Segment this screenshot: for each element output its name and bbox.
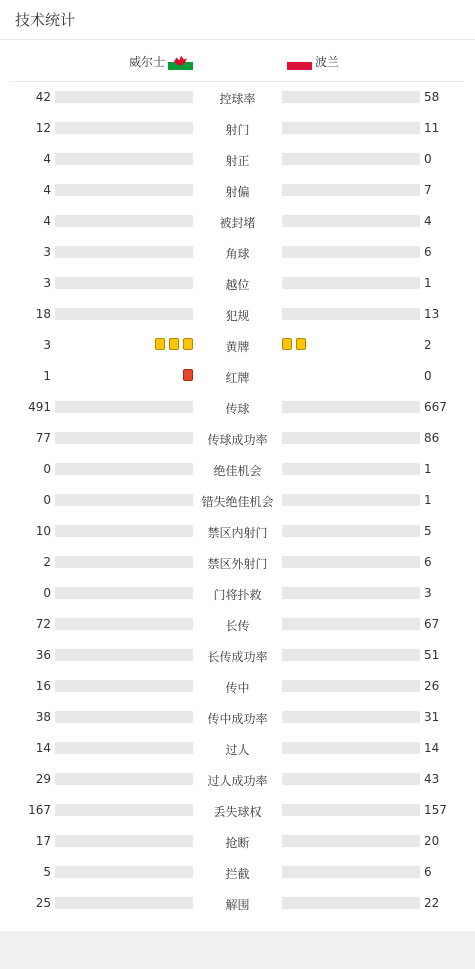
stat-row <box>0 237 475 268</box>
home-bar-track <box>55 680 193 692</box>
stat-row <box>0 423 475 454</box>
home-bar-track <box>55 711 193 723</box>
yellow-card-icon <box>155 338 165 350</box>
home-bar <box>138 773 193 785</box>
home-value: 491 <box>28 400 51 414</box>
home-bar-track <box>55 773 193 785</box>
stat-label: 拦截 <box>225 867 250 881</box>
stat-row <box>0 671 475 702</box>
away-value: 157 <box>424 803 447 817</box>
stat-row <box>0 578 475 609</box>
away-bar <box>282 866 358 878</box>
home-value: 38 <box>35 710 51 724</box>
home-bar <box>101 525 193 537</box>
home-value: 3 <box>43 245 51 259</box>
stat-label: 传中 <box>225 681 250 695</box>
stat-label: 门将扑救 <box>213 588 262 602</box>
away-value: 4 <box>424 214 432 228</box>
away-bar <box>282 804 348 816</box>
home-bar <box>141 680 193 692</box>
home-bar-track <box>55 587 193 599</box>
home-cards <box>155 338 193 350</box>
away-value: 3 <box>424 586 432 600</box>
away-bar-track <box>282 494 420 506</box>
home-team <box>129 53 193 70</box>
home-bar <box>143 184 193 196</box>
stat-row <box>0 547 475 578</box>
away-bar <box>282 618 348 630</box>
stat-row <box>0 888 475 919</box>
stat-row <box>0 640 475 671</box>
stat-label: 丢失球权 <box>213 805 262 819</box>
away-bar <box>282 773 365 785</box>
away-value: 31 <box>424 710 440 724</box>
home-bar-track <box>55 432 193 444</box>
stat-row <box>0 609 475 640</box>
away-bar <box>282 308 340 320</box>
home-bar <box>124 742 193 754</box>
home-value: 0 <box>43 586 51 600</box>
away-bar <box>282 184 370 196</box>
away-value: 6 <box>424 555 432 569</box>
stat-label: 角球 <box>225 247 250 261</box>
away-bar-track <box>282 432 420 444</box>
stat-label: 黄牌 <box>225 340 250 354</box>
yellow-card-icon <box>169 338 179 350</box>
stat-row <box>0 516 475 547</box>
away-value: 667 <box>424 400 447 414</box>
away-value: 14 <box>424 741 440 755</box>
home-value: 16 <box>35 679 51 693</box>
home-value: 10 <box>35 524 51 538</box>
stat-label: 抢断 <box>225 836 250 850</box>
home-bar-track <box>55 91 193 103</box>
stat-row <box>0 795 475 826</box>
home-value: 0 <box>43 493 51 507</box>
home-bar <box>131 866 193 878</box>
home-bar <box>124 215 193 227</box>
home-value: 1 <box>43 369 51 383</box>
home-team-name: 威尔士 <box>128 55 165 69</box>
home-value: 167 <box>28 803 51 817</box>
home-bar-track <box>55 742 193 754</box>
home-value: 36 <box>35 648 51 662</box>
away-bar <box>282 680 368 692</box>
away-bar <box>282 835 357 847</box>
stat-label: 错失绝佳机会 <box>201 495 274 509</box>
stats-list <box>0 82 475 919</box>
home-bar <box>120 897 193 909</box>
away-bar-track <box>282 246 420 258</box>
away-value: 26 <box>424 679 440 693</box>
home-bar-track <box>55 308 193 320</box>
home-bar-track <box>55 215 193 227</box>
home-bar <box>121 804 193 816</box>
stat-label: 过人 <box>225 743 250 757</box>
stat-row <box>0 857 475 888</box>
home-bar-track <box>55 866 193 878</box>
away-bar <box>282 742 351 754</box>
away-bar-track <box>282 680 420 692</box>
home-bar <box>130 835 193 847</box>
away-value: 0 <box>424 369 432 383</box>
stat-row <box>0 733 475 764</box>
home-bar-track <box>55 897 193 909</box>
away-value: 43 <box>424 772 440 786</box>
stat-label: 被封堵 <box>219 216 256 230</box>
away-bar-track <box>282 835 420 847</box>
stat-label: 红牌 <box>225 371 250 385</box>
stat-row <box>0 82 475 113</box>
away-bar-track <box>282 773 420 785</box>
home-value: 4 <box>43 183 51 197</box>
wales-flag-icon <box>168 54 193 70</box>
away-value: 86 <box>424 431 440 445</box>
away-bar <box>282 401 362 413</box>
away-bar-track <box>282 463 420 475</box>
stat-label: 越位 <box>225 278 250 292</box>
away-value: 13 <box>424 307 440 321</box>
away-bar <box>282 525 328 537</box>
away-bar <box>282 587 420 599</box>
home-value: 4 <box>43 152 51 166</box>
home-bar <box>117 711 193 723</box>
home-value: 72 <box>35 617 51 631</box>
home-value: 14 <box>35 741 51 755</box>
away-bar-track <box>282 649 420 661</box>
stat-label: 禁区内射门 <box>207 526 268 540</box>
home-cards <box>183 369 193 381</box>
stat-row <box>0 113 475 144</box>
stat-row <box>0 144 475 175</box>
home-bar-track <box>55 494 193 506</box>
home-bar <box>121 618 193 630</box>
stat-label: 犯规 <box>225 309 250 323</box>
home-bar-track <box>55 556 193 568</box>
home-value: 4 <box>43 214 51 228</box>
home-value: 17 <box>35 834 51 848</box>
away-value: 1 <box>424 493 432 507</box>
away-cards <box>282 338 306 350</box>
away-bar-track <box>282 215 420 227</box>
home-value: 2 <box>43 555 51 569</box>
stat-label: 射偏 <box>225 185 250 199</box>
home-bar-track <box>55 277 193 289</box>
away-team-name: 波兰 <box>315 55 340 69</box>
away-bar <box>282 649 363 661</box>
home-value: 18 <box>35 307 51 321</box>
away-value: 1 <box>424 276 432 290</box>
stat-row <box>0 485 475 516</box>
away-bar <box>282 897 347 909</box>
away-value: 2 <box>424 338 432 352</box>
away-value: 67 <box>424 617 440 631</box>
away-value: 1 <box>424 462 432 476</box>
away-bar-track <box>282 401 420 413</box>
home-bar <box>135 91 193 103</box>
page-title: 技术统计 <box>0 0 475 40</box>
home-value: 5 <box>43 865 51 879</box>
stat-label: 传球 <box>225 402 250 416</box>
home-value: 3 <box>43 276 51 290</box>
stat-row <box>0 764 475 795</box>
poland-flag-icon <box>287 54 312 70</box>
away-bar <box>282 711 344 723</box>
away-value: 6 <box>424 865 432 879</box>
away-bar-track <box>282 91 420 103</box>
away-bar-track <box>282 711 420 723</box>
away-bar-track <box>282 742 420 754</box>
home-bar-track <box>55 153 193 165</box>
home-value: 77 <box>35 431 51 445</box>
home-value: 12 <box>35 121 51 135</box>
stat-label: 传中成功率 <box>207 712 268 726</box>
yellow-card-icon <box>296 338 306 350</box>
red-card-icon <box>183 369 193 381</box>
home-value: 25 <box>35 896 51 910</box>
away-bar-track <box>282 122 420 134</box>
away-bar-track <box>282 277 420 289</box>
away-bar <box>282 215 351 227</box>
away-bar <box>282 122 348 134</box>
away-bar <box>282 432 355 444</box>
away-bar-track <box>282 556 420 568</box>
away-value: 6 <box>424 245 432 259</box>
away-value: 5 <box>424 524 432 538</box>
stat-row <box>0 175 475 206</box>
home-value: 29 <box>35 772 51 786</box>
home-value: 0 <box>43 462 51 476</box>
stat-label: 绝佳机会 <box>213 464 262 478</box>
home-bar <box>128 432 193 444</box>
stat-row <box>0 454 475 485</box>
stat-row <box>0 330 475 361</box>
away-bar-track <box>282 618 420 630</box>
home-bar-track <box>55 804 193 816</box>
home-bar <box>55 153 193 165</box>
away-value: 22 <box>424 896 440 910</box>
away-bar-track <box>282 804 420 816</box>
stat-label: 解围 <box>225 898 250 912</box>
home-bar-track <box>55 525 193 537</box>
stat-label: 过人成功率 <box>207 774 268 788</box>
away-value: 51 <box>424 648 440 662</box>
stat-label: 长传成功率 <box>207 650 268 664</box>
away-bar-track <box>282 153 420 165</box>
home-bar <box>121 122 193 134</box>
stat-row <box>0 268 475 299</box>
stat-label: 禁区外射门 <box>207 557 268 571</box>
away-value: 7 <box>424 183 432 197</box>
away-bar <box>282 277 317 289</box>
away-value: 58 <box>424 90 440 104</box>
stat-label: 长传 <box>225 619 250 633</box>
home-bar <box>113 308 193 320</box>
away-bar <box>282 246 374 258</box>
away-bar-track <box>282 308 420 320</box>
home-value: 42 <box>35 90 51 104</box>
stat-label: 传球成功率 <box>207 433 268 447</box>
yellow-card-icon <box>282 338 292 350</box>
home-bar-track <box>55 835 193 847</box>
away-value: 0 <box>424 152 432 166</box>
stat-label: 控球率 <box>219 92 256 106</box>
home-bar <box>89 277 193 289</box>
away-bar <box>282 494 420 506</box>
stat-label: 射正 <box>225 154 250 168</box>
away-bar-track <box>282 184 420 196</box>
home-bar-track <box>55 649 193 661</box>
away-value: 20 <box>424 834 440 848</box>
home-bar-track <box>55 122 193 134</box>
stat-row <box>0 392 475 423</box>
stat-row <box>0 826 475 857</box>
away-team <box>287 53 339 70</box>
away-bar <box>282 463 420 475</box>
home-bar-track <box>55 184 193 196</box>
home-bar-track <box>55 401 193 413</box>
away-bar-track <box>282 897 420 909</box>
away-bar <box>282 556 386 568</box>
home-value: 3 <box>43 338 51 352</box>
home-bar-track <box>55 246 193 258</box>
home-bar <box>147 246 193 258</box>
stat-row <box>0 702 475 733</box>
home-bar-track <box>55 463 193 475</box>
teams-header <box>10 40 465 82</box>
away-bar-track <box>282 866 420 878</box>
home-bar <box>158 556 193 568</box>
stat-label: 射门 <box>225 123 250 137</box>
away-bar-track <box>282 525 420 537</box>
home-bar <box>136 649 193 661</box>
yellow-card-icon <box>183 338 193 350</box>
home-bar-track <box>55 618 193 630</box>
away-value: 11 <box>424 121 440 135</box>
home-bar <box>135 401 193 413</box>
away-bar-track <box>282 587 420 599</box>
stat-row <box>0 361 475 392</box>
away-bar <box>282 91 362 103</box>
stat-row <box>0 206 475 237</box>
stat-row <box>0 299 475 330</box>
